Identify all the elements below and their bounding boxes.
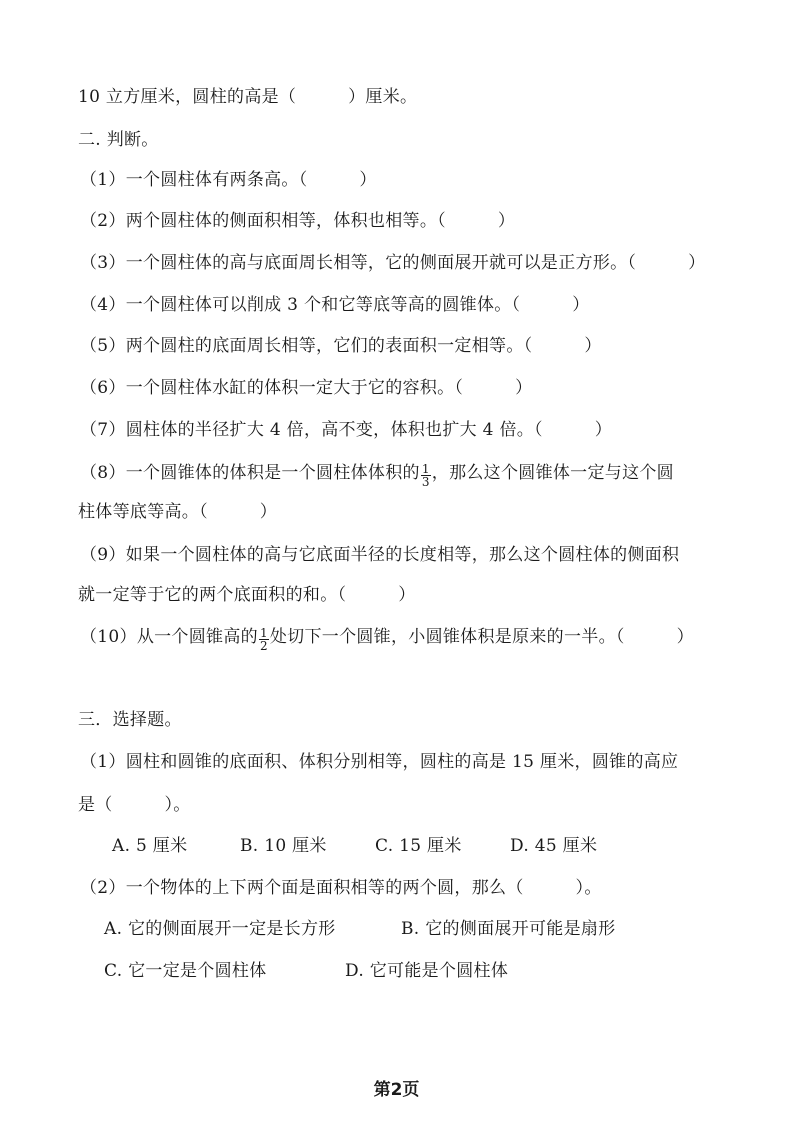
item10-text-before: （10）从一个圆锥高的: [80, 627, 258, 647]
judgement-item-7: （7）圆柱体的半径扩大 4 倍，高不变，体积也扩大 4 倍。（ ）: [80, 420, 613, 440]
judgement-item-3: （3）一个圆柱体的高与底面周长相等，它的侧面展开就可以是正方形。（ ）: [80, 253, 706, 273]
fraction-one-half: [259, 627, 269, 652]
judgement-item-2: （2）两个圆柱体的侧面积相等，体积也相等。（ ）: [80, 211, 516, 231]
continuation-text: 10 立方厘米，圆柱的高是（ ）厘米。: [78, 87, 418, 107]
fraction-one-third: [421, 463, 431, 488]
option-d: D. 它可能是个圆柱体: [345, 961, 509, 981]
choice-q1-line2: 是（ ）。: [78, 795, 191, 815]
choice-q2: （2）一个物体的上下两个面是面积相等的两个圆，那么（ ）。: [80, 878, 602, 898]
section-title-judgement: 二. 判断。: [78, 130, 159, 150]
fraction-numerator: 1: [421, 462, 430, 476]
option-c: C. 它一定是个圆柱体: [104, 961, 267, 981]
judgement-item-5: （5）两个圆柱的底面周长相等，它们的表面积一定相等。（ ）: [80, 336, 602, 356]
judgement-item-4: （4）一个圆柱体可以削成 3 个和它等底等高的圆锥体。（ ）: [80, 295, 590, 315]
item8-text-after: ，那么这个圆锥体一定与这个圆: [431, 463, 674, 483]
judgement-item-8: [80, 461, 674, 489]
option-a: A. 它的侧面展开一定是长方形: [104, 919, 336, 939]
judgement-item-9-line2: 就一定等于它的两个底面积的和。（ ）: [78, 585, 416, 605]
option-a: A. 5 厘米: [112, 836, 188, 856]
item8-text-before: （8）一个圆锥体的体积是一个圆柱体体积的: [80, 463, 420, 483]
page-number: 第2页: [373, 1080, 420, 1100]
fraction-denominator: 3: [421, 475, 430, 489]
option-b: B. 10 厘米: [240, 836, 327, 856]
judgement-item-9: （9）如果一个圆柱体的高与它底面半径的长度相等，那么这个圆柱体的侧面积: [80, 545, 680, 565]
judgement-item-6: （6）一个圆柱体水缸的体积一定大于它的容积。（ ）: [80, 378, 533, 398]
item10-text-after: 处切下一个圆锥，小圆锥体积是原来的一半。（ ）: [269, 627, 694, 647]
option-b: B. 它的侧面展开可能是扇形: [401, 919, 616, 939]
fraction-denominator: 2: [259, 639, 268, 653]
judgement-item-8-line2: 柱体等底等高。（ ）: [78, 502, 278, 522]
section-title-choice: 三．选择题。: [78, 710, 182, 730]
option-c: C. 15 厘米: [375, 836, 462, 856]
fraction-numerator: 1: [259, 626, 268, 640]
judgement-item-1: （1）一个圆柱体有两条高。（ ）: [80, 170, 377, 190]
option-d: D. 45 厘米: [510, 836, 598, 856]
judgement-item-10: [80, 625, 694, 653]
choice-q1: （1）圆柱和圆锥的底面积、体积分别相等，圆柱的高是 15 厘米，圆锥的高应: [80, 752, 679, 772]
